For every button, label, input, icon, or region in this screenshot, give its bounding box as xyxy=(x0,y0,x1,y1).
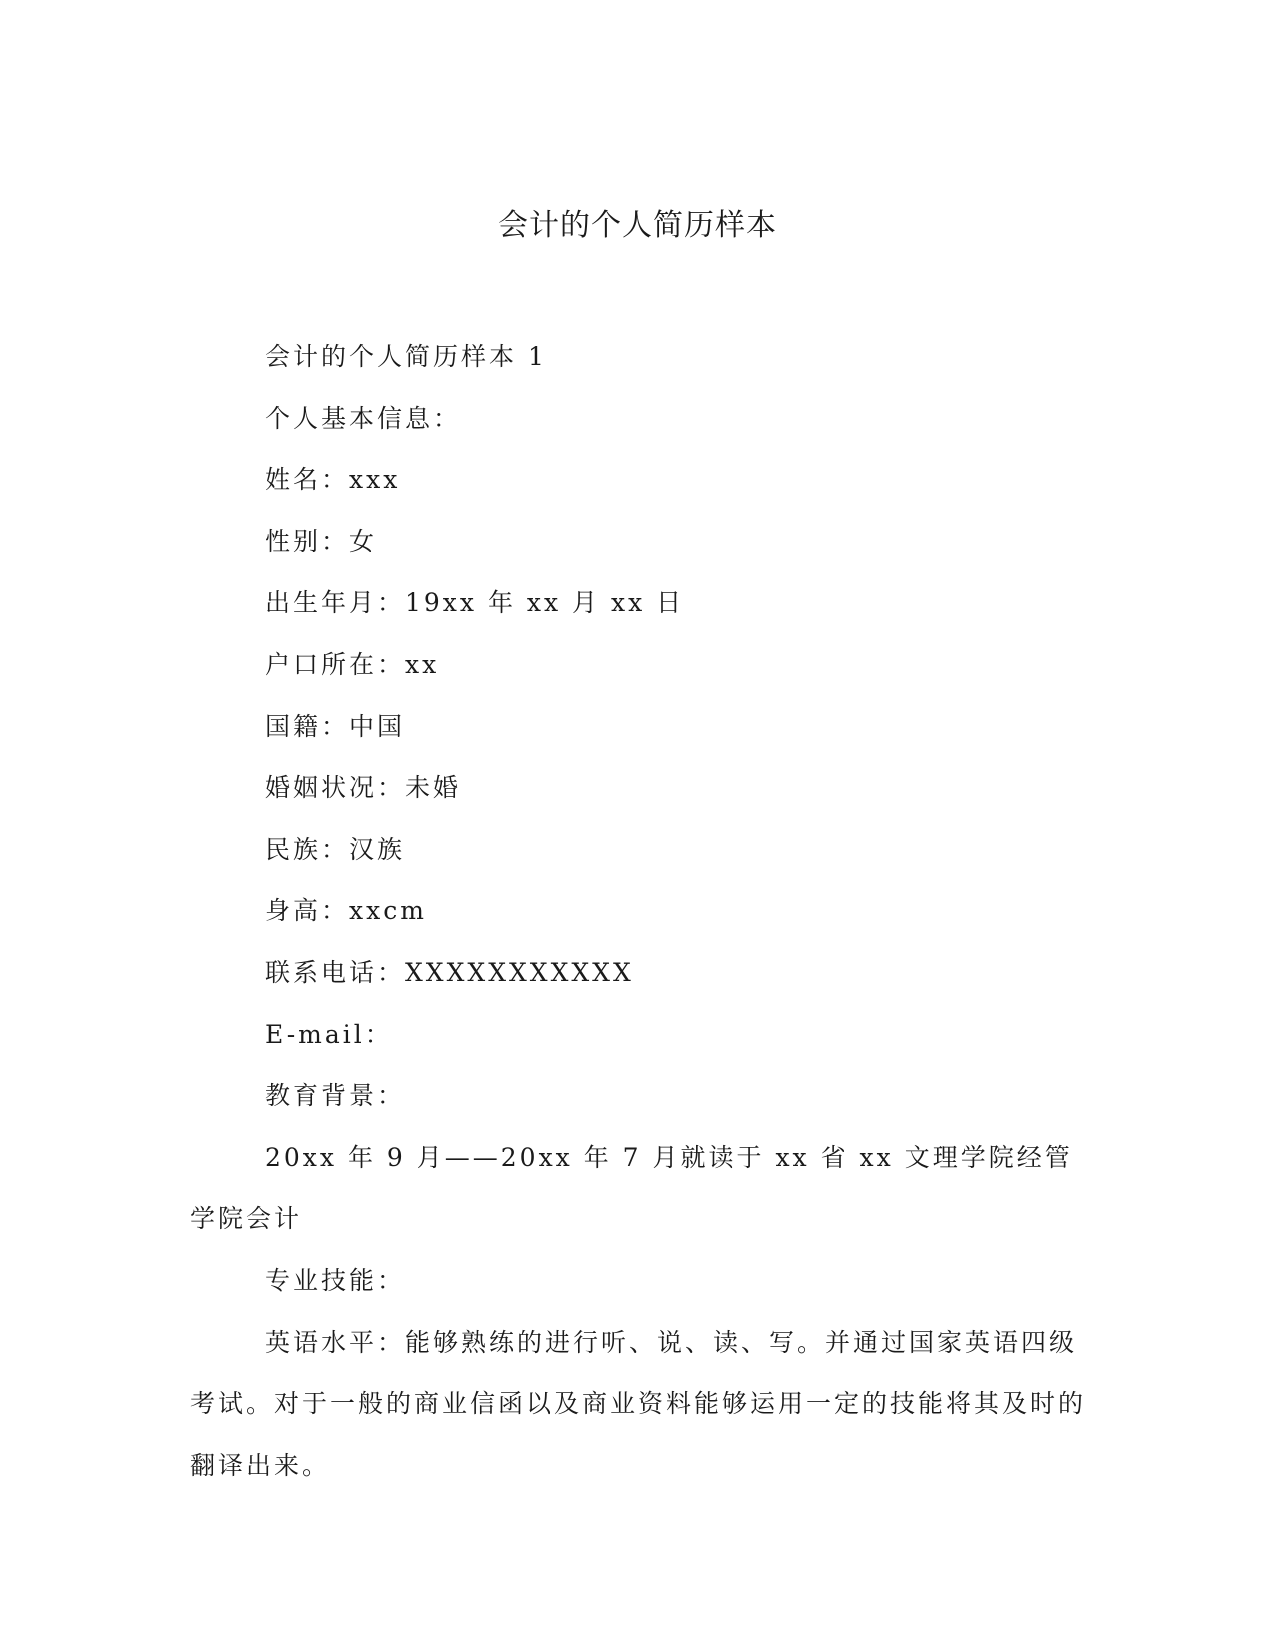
field-phone: 联系电话：XXXXXXXXXXX xyxy=(265,957,634,987)
section-heading: 会计的个人简历样本 1 xyxy=(265,342,547,371)
field-marital-status: 婚姻状况：未婚 xyxy=(265,773,462,803)
field-ethnicity: 民族：汉族 xyxy=(265,834,406,864)
field-email: E-mail： xyxy=(265,1019,393,1049)
field-birth-date: 出生年月：19xx 年 xx 月 xx 日 xyxy=(265,588,685,618)
skill-english: 英语水平：能够熟练的进行听、说、读、写。并通过国家英语四级考试。对于一般的商业信函以及商业资料能够运用一定的技能将其及时的翻译出来。 xyxy=(190,1327,1087,1480)
subheading-skills: 专业技能： xyxy=(265,1265,406,1295)
document-title: 会计的个人简历样本 xyxy=(498,208,777,243)
document-body xyxy=(190,326,1090,1496)
field-hukou: 户口所在：xx xyxy=(265,649,440,679)
education-entry: 20xx 年 9 月——20xx 年 7 月就读于 xx 省 xx 文理学院经管学院会计 xyxy=(190,1142,1073,1234)
field-gender: 性别：女 xyxy=(265,526,378,556)
field-name: 姓名：xxx xyxy=(265,465,401,495)
subheading-education: 教育背景： xyxy=(265,1081,406,1111)
field-height: 身高：xxcm xyxy=(265,896,427,926)
subheading-basic-info: 个人基本信息： xyxy=(265,403,462,433)
field-nationality: 国籍：中国 xyxy=(265,711,406,741)
